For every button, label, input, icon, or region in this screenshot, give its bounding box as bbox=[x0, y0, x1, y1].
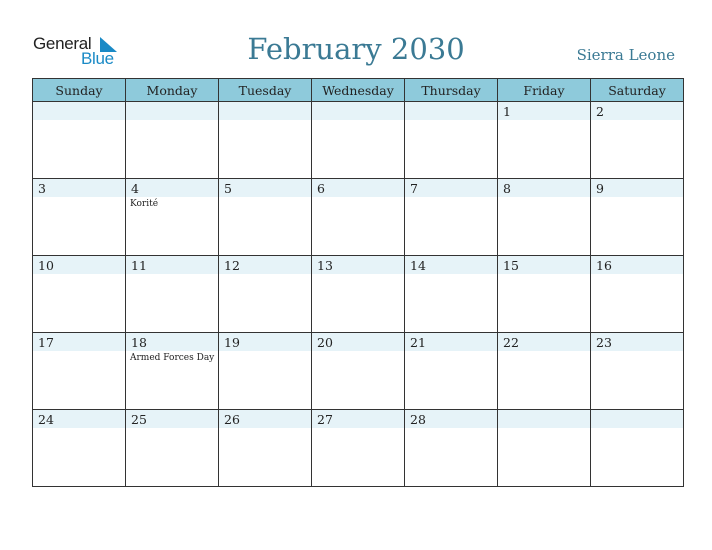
day-number: 19 bbox=[224, 335, 240, 350]
day-cell bbox=[126, 179, 219, 256]
day-number: 3 bbox=[38, 181, 46, 196]
day-cell-band bbox=[591, 410, 683, 428]
day-cell-band bbox=[33, 102, 125, 120]
day-cell bbox=[33, 410, 126, 487]
day-number: 7 bbox=[410, 181, 418, 196]
day-cell-band bbox=[591, 102, 683, 120]
weekday-header-row bbox=[33, 79, 684, 102]
day-cell bbox=[405, 333, 498, 410]
day-number: 5 bbox=[224, 181, 232, 196]
day-number: 11 bbox=[131, 258, 147, 273]
day-cell bbox=[219, 410, 312, 487]
day-number: 12 bbox=[224, 258, 240, 273]
day-number: 21 bbox=[410, 335, 426, 350]
day-cell bbox=[126, 102, 219, 179]
day-cell bbox=[33, 333, 126, 410]
weekday-header: Tuesday bbox=[219, 79, 312, 102]
day-cell bbox=[591, 410, 684, 487]
day-number: 14 bbox=[410, 258, 426, 273]
weekday-header: Thursday bbox=[405, 79, 498, 102]
day-number: 20 bbox=[317, 335, 333, 350]
holiday-label: Armed Forces Day bbox=[130, 353, 215, 363]
day-cell-band bbox=[219, 102, 311, 120]
day-cell bbox=[33, 179, 126, 256]
day-cell-band bbox=[498, 179, 590, 197]
day-number: 9 bbox=[596, 181, 604, 196]
day-number: 17 bbox=[38, 335, 54, 350]
day-cell bbox=[405, 256, 498, 333]
day-cell bbox=[33, 256, 126, 333]
day-cell bbox=[312, 256, 405, 333]
day-cell bbox=[219, 179, 312, 256]
day-cell-band bbox=[498, 410, 590, 428]
day-cell-band bbox=[405, 179, 497, 197]
week-row bbox=[33, 102, 684, 179]
day-cell-band bbox=[312, 179, 404, 197]
day-cell-band bbox=[405, 102, 497, 120]
day-cell-band bbox=[498, 102, 590, 120]
day-cell bbox=[498, 179, 591, 256]
day-cell bbox=[591, 102, 684, 179]
day-cell bbox=[405, 410, 498, 487]
page-title: February 2030 bbox=[247, 32, 465, 66]
day-number: 10 bbox=[38, 258, 54, 273]
day-cell-band bbox=[591, 179, 683, 197]
week-row bbox=[33, 333, 684, 410]
day-cell-band bbox=[33, 179, 125, 197]
day-number: 13 bbox=[317, 258, 333, 273]
day-cell bbox=[312, 333, 405, 410]
weekday-header: Wednesday bbox=[312, 79, 405, 102]
holiday-label: Korité bbox=[130, 199, 159, 209]
weekday-header: Saturday bbox=[591, 79, 684, 102]
day-cell-band bbox=[126, 102, 218, 120]
day-cell bbox=[33, 102, 126, 179]
day-cell-band bbox=[126, 179, 218, 197]
day-cell bbox=[405, 179, 498, 256]
day-cell bbox=[126, 410, 219, 487]
day-number: 22 bbox=[503, 335, 519, 350]
day-number: 1 bbox=[503, 104, 511, 119]
day-cell bbox=[219, 333, 312, 410]
day-number: 15 bbox=[503, 258, 519, 273]
day-cell bbox=[498, 256, 591, 333]
day-cell bbox=[498, 410, 591, 487]
day-cell bbox=[591, 256, 684, 333]
day-cell bbox=[126, 333, 219, 410]
day-cell-band bbox=[219, 179, 311, 197]
day-number: 24 bbox=[38, 412, 54, 427]
day-cell bbox=[498, 102, 591, 179]
day-cell bbox=[591, 179, 684, 256]
day-cell bbox=[312, 102, 405, 179]
weekday-header: Friday bbox=[498, 79, 591, 102]
day-number: 27 bbox=[317, 412, 333, 427]
week-row bbox=[33, 179, 684, 256]
calendar-grid bbox=[32, 78, 684, 487]
weekday-header: Monday bbox=[126, 79, 219, 102]
day-cell bbox=[219, 102, 312, 179]
day-number: 2 bbox=[596, 104, 604, 119]
day-number: 23 bbox=[596, 335, 612, 350]
day-number: 26 bbox=[224, 412, 240, 427]
day-number: 28 bbox=[410, 412, 426, 427]
day-cell bbox=[591, 333, 684, 410]
day-cell bbox=[405, 102, 498, 179]
logo-word-blue: Blue bbox=[81, 49, 114, 68]
day-cell bbox=[312, 410, 405, 487]
day-cell bbox=[498, 333, 591, 410]
day-cell bbox=[312, 179, 405, 256]
logo-word-general: General bbox=[33, 34, 92, 53]
day-number: 8 bbox=[503, 181, 511, 196]
day-number: 4 bbox=[131, 181, 139, 196]
week-row bbox=[33, 256, 684, 333]
week-row bbox=[33, 410, 684, 487]
country-label: Sierra Leone bbox=[576, 46, 675, 64]
day-number: 25 bbox=[131, 412, 147, 427]
day-cell-band bbox=[312, 102, 404, 120]
weekday-header: Sunday bbox=[33, 79, 126, 102]
day-number: 18 bbox=[131, 335, 147, 350]
day-number: 16 bbox=[596, 258, 612, 273]
day-number: 6 bbox=[317, 181, 325, 196]
day-cell bbox=[126, 256, 219, 333]
day-cell bbox=[219, 256, 312, 333]
